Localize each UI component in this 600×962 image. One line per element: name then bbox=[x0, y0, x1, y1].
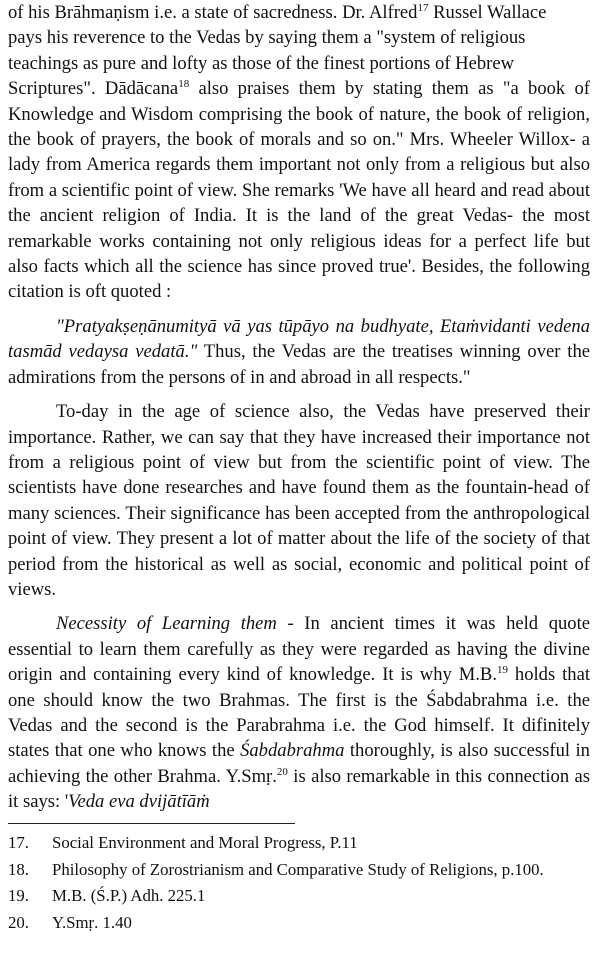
p1-line-2: pays his reverence to the Vedas by saying them a "system of religious bbox=[8, 27, 526, 49]
paragraph-4: Necessity of Learning them - In ancient times it was held quote essential to learn them carefully as they were regarded as having the divine origin and containing every kind of knowledge. It is why M.B.$^{19}$ holds that one should know the two Brahmas. The first is the Śabdabrahma i.e. the Vedas and the second is the Parabrahma i.e. the God himself. It difinitely states that one who knows the Śabdabrahma thoroughly, is also successful in achieving the other Brahma. Y.Smṛ.$^{20}$ is also remarkable in this connection as it says: 'Veda eva dvijātīāṁ bbox=[8, 613, 591, 813]
sanskrit-quote: "Pratyakṣeṇānumityā vā yas tūpāyo na budhyate, Etaṁvidanti vedena tasmād vedaysa vedatā." bbox=[8, 315, 590, 363]
footnote-17: 17. Social Environment and Moral Progress, P.11 bbox=[8, 833, 358, 852]
footnote-ref-20: 20 bbox=[276, 765, 288, 778]
section-heading: Necessity of Learning them bbox=[56, 613, 277, 635]
paragraph-2 bbox=[8, 314, 590, 390]
footnote-ref-18: 18 bbox=[178, 78, 190, 91]
footnote-divider bbox=[8, 823, 295, 824]
paragraph-1 bbox=[8, 0, 590, 305]
p1-line-1: of his Brāhmaṇism i.e. a state of sacredness. Dr. Alfred$^{17}$ Russel Wallace bbox=[8, 1, 547, 23]
footnote-ref-19: 19 bbox=[496, 663, 508, 676]
paragraph-3: To-day in the age of science also, the Vedas have preserved their importance. Rather, we can say that they have increased their importance not from a religious point of view but from the scientific point of view. The scientists have done researches and have found them as the fountain-head of many sciences. Their significance has been accepted from the anthropological point of view. They present a lot of matter about the life of the society of that period from the historical as well as social, economic and political point of views. bbox=[8, 401, 590, 600]
p1-rest: of Knowledge and Wisdom comprising the book of nature, the book of religion, the book of prayers, the book of morals and so on." Mrs. Wheeler Willox- a lady from America regards them important not only from a religious but also from a scientific point of view. She remarks 'We have all heard and read about the ancient religion of India. It is the land of the great Vedas- the most remarkable works containing not only religious ideas for a perfect life but also facts which all the science has since proved true'. Besides, the following citation is oft quoted : bbox=[8, 78, 590, 303]
body-text bbox=[8, 0, 590, 815]
footnote-ref-17: 17 bbox=[417, 1, 429, 14]
p1-line-4: Scriptures". Dādācana$^{18}$ also praises them by stating them as "a book bbox=[8, 78, 566, 100]
footnote-19: 19. M.B. (Ś.P.) Adh. 225.1 bbox=[8, 886, 206, 906]
footnote-18: 18. Philosophy of Zorostrianism and Comparative Study of Religions, p.100. bbox=[8, 859, 544, 879]
footnote-20: 20. Y.Smṛ. 1.40 bbox=[8, 912, 132, 932]
p2-text: Thus, the Vedas are the treatises winning over the admirations from the persons of in and abroad in all respects." bbox=[8, 341, 591, 388]
footnotes bbox=[8, 830, 590, 936]
p1-line-3: teachings as pure and lofty as those of the finest portions of Hebrew bbox=[8, 52, 515, 74]
